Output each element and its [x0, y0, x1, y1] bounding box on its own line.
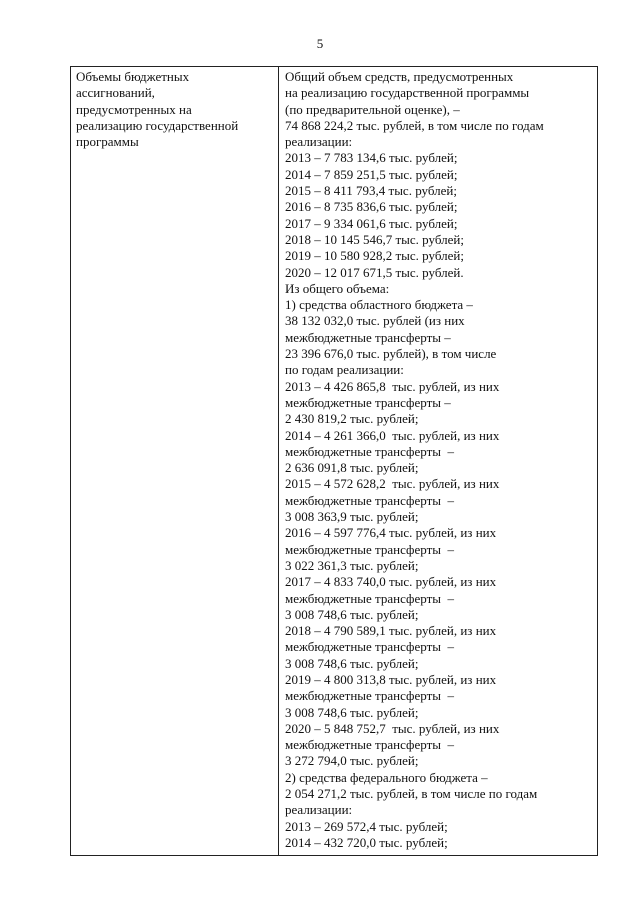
text-line: реализацию государственной: [76, 117, 239, 133]
text-line: Объемы бюджетных: [76, 69, 190, 84]
text-line: 1) средства областного бюджета –: [285, 297, 473, 313]
left-cell: [71, 67, 279, 856]
text-line: 2 430 819,2 тыс. рублей;: [285, 411, 419, 427]
text-line: Из общего объема:: [285, 280, 390, 296]
text-line: 2 054 271,2 тыс. рублей, в том числе по годам: [285, 786, 538, 802]
text-line: межбюджетные трансферты –: [285, 639, 454, 655]
text-line: 38 132 032,0 тыс. рублей (из них: [285, 313, 465, 329]
text-line: 3 008 748,6 тыс. рублей;: [285, 655, 419, 671]
page-number: 5: [316, 36, 324, 51]
text-line: межбюджетные трансферты –: [285, 329, 451, 345]
text-line: предусмотренных на: [76, 101, 192, 117]
text-line: 2018 – 4 790 589,1 тыс. рублей, из них: [285, 623, 497, 639]
text-line: межбюджетные трансферты –: [285, 443, 454, 459]
text-line: межбюджетные трансферты –: [285, 590, 454, 606]
text-line: программы: [76, 134, 139, 150]
text-line: 2015 – 4 572 628,2 тыс. рублей, из них: [285, 476, 500, 492]
text-line: межбюджетные трансферты –: [285, 492, 454, 508]
text-line: 3 008 748,6 тыс. рублей;: [285, 704, 419, 720]
text-line: 2018 – 10 145 546,7 тыс. рублей;: [285, 231, 464, 247]
right-cell: [279, 67, 598, 856]
text-line: 2016 – 4 597 776,4 тыс. рублей, из них: [285, 525, 497, 541]
text-line: 2014 – 432 720,0 тыс. рублей;: [285, 834, 448, 850]
text-line: 2 636 091,8 тыс. рублей;: [285, 460, 419, 476]
text-line: межбюджетные трансферты –: [285, 541, 454, 557]
text-line: 2019 – 4 800 313,8 тыс. рублей, из них: [285, 671, 497, 687]
text-line: 2015 – 8 411 793,4 тыс. рублей;: [285, 183, 457, 199]
table-row: [71, 67, 598, 856]
text-line: 2013 – 269 572,4 тыс. рублей;: [285, 818, 448, 834]
text-line: 2020 – 12 017 671,5 тыс. рублей.: [285, 264, 464, 280]
text-line: 2016 – 8 735 836,6 тыс. рублей;: [285, 199, 458, 215]
text-line: 74 868 224,2 тыс. рублей, в том числе по годам: [285, 117, 544, 133]
text-line: по годам реализации:: [285, 362, 404, 378]
text-line: межбюджетные трансферты –: [285, 737, 454, 753]
text-line: 2019 – 10 580 928,2 тыс. рублей;: [285, 248, 464, 264]
text-line: ассигнований,: [76, 85, 155, 101]
text-line: 2013 – 7 783 134,6 тыс. рублей;: [285, 150, 458, 166]
text-line: 2020 – 5 848 752,7 тыс. рублей, из них: [285, 720, 500, 736]
text-line: 3 008 748,6 тыс. рублей;: [285, 606, 419, 622]
text-line: 2014 – 7 859 251,5 тыс. рублей;: [285, 166, 458, 182]
text-line: 23 396 676,0 тыс. рублей), в том числе: [285, 346, 497, 362]
text-line: 3 272 794,0 тыс. рублей;: [285, 753, 419, 769]
budget-table: [70, 66, 598, 856]
text-line: Общий объем средств, предусмотренных: [285, 69, 514, 84]
text-line: 2014 – 4 261 366,0 тыс. рублей, из них: [285, 427, 500, 443]
text-line: на реализацию государственной программы: [285, 85, 530, 101]
text-line: 3 022 361,3 тыс. рублей;: [285, 557, 419, 573]
text-line: 2017 – 4 833 740,0 тыс. рублей, из них: [285, 574, 497, 590]
text-line: (по предварительной оценке), –: [285, 101, 460, 117]
text-line: 2) средства федерального бюджета –: [285, 769, 488, 785]
text-line: 2017 – 9 334 061,6 тыс. рублей;: [285, 215, 458, 231]
text-line: межбюджетные трансферты –: [285, 394, 451, 410]
text-line: 2013 – 4 426 865,8 тыс. рублей, из них: [285, 378, 500, 394]
text-line: реализации:: [285, 802, 353, 818]
text-line: реализации:: [285, 134, 353, 150]
text-line: межбюджетные трансферты –: [285, 688, 454, 704]
text-line: 3 008 363,9 тыс. рублей;: [285, 509, 419, 525]
